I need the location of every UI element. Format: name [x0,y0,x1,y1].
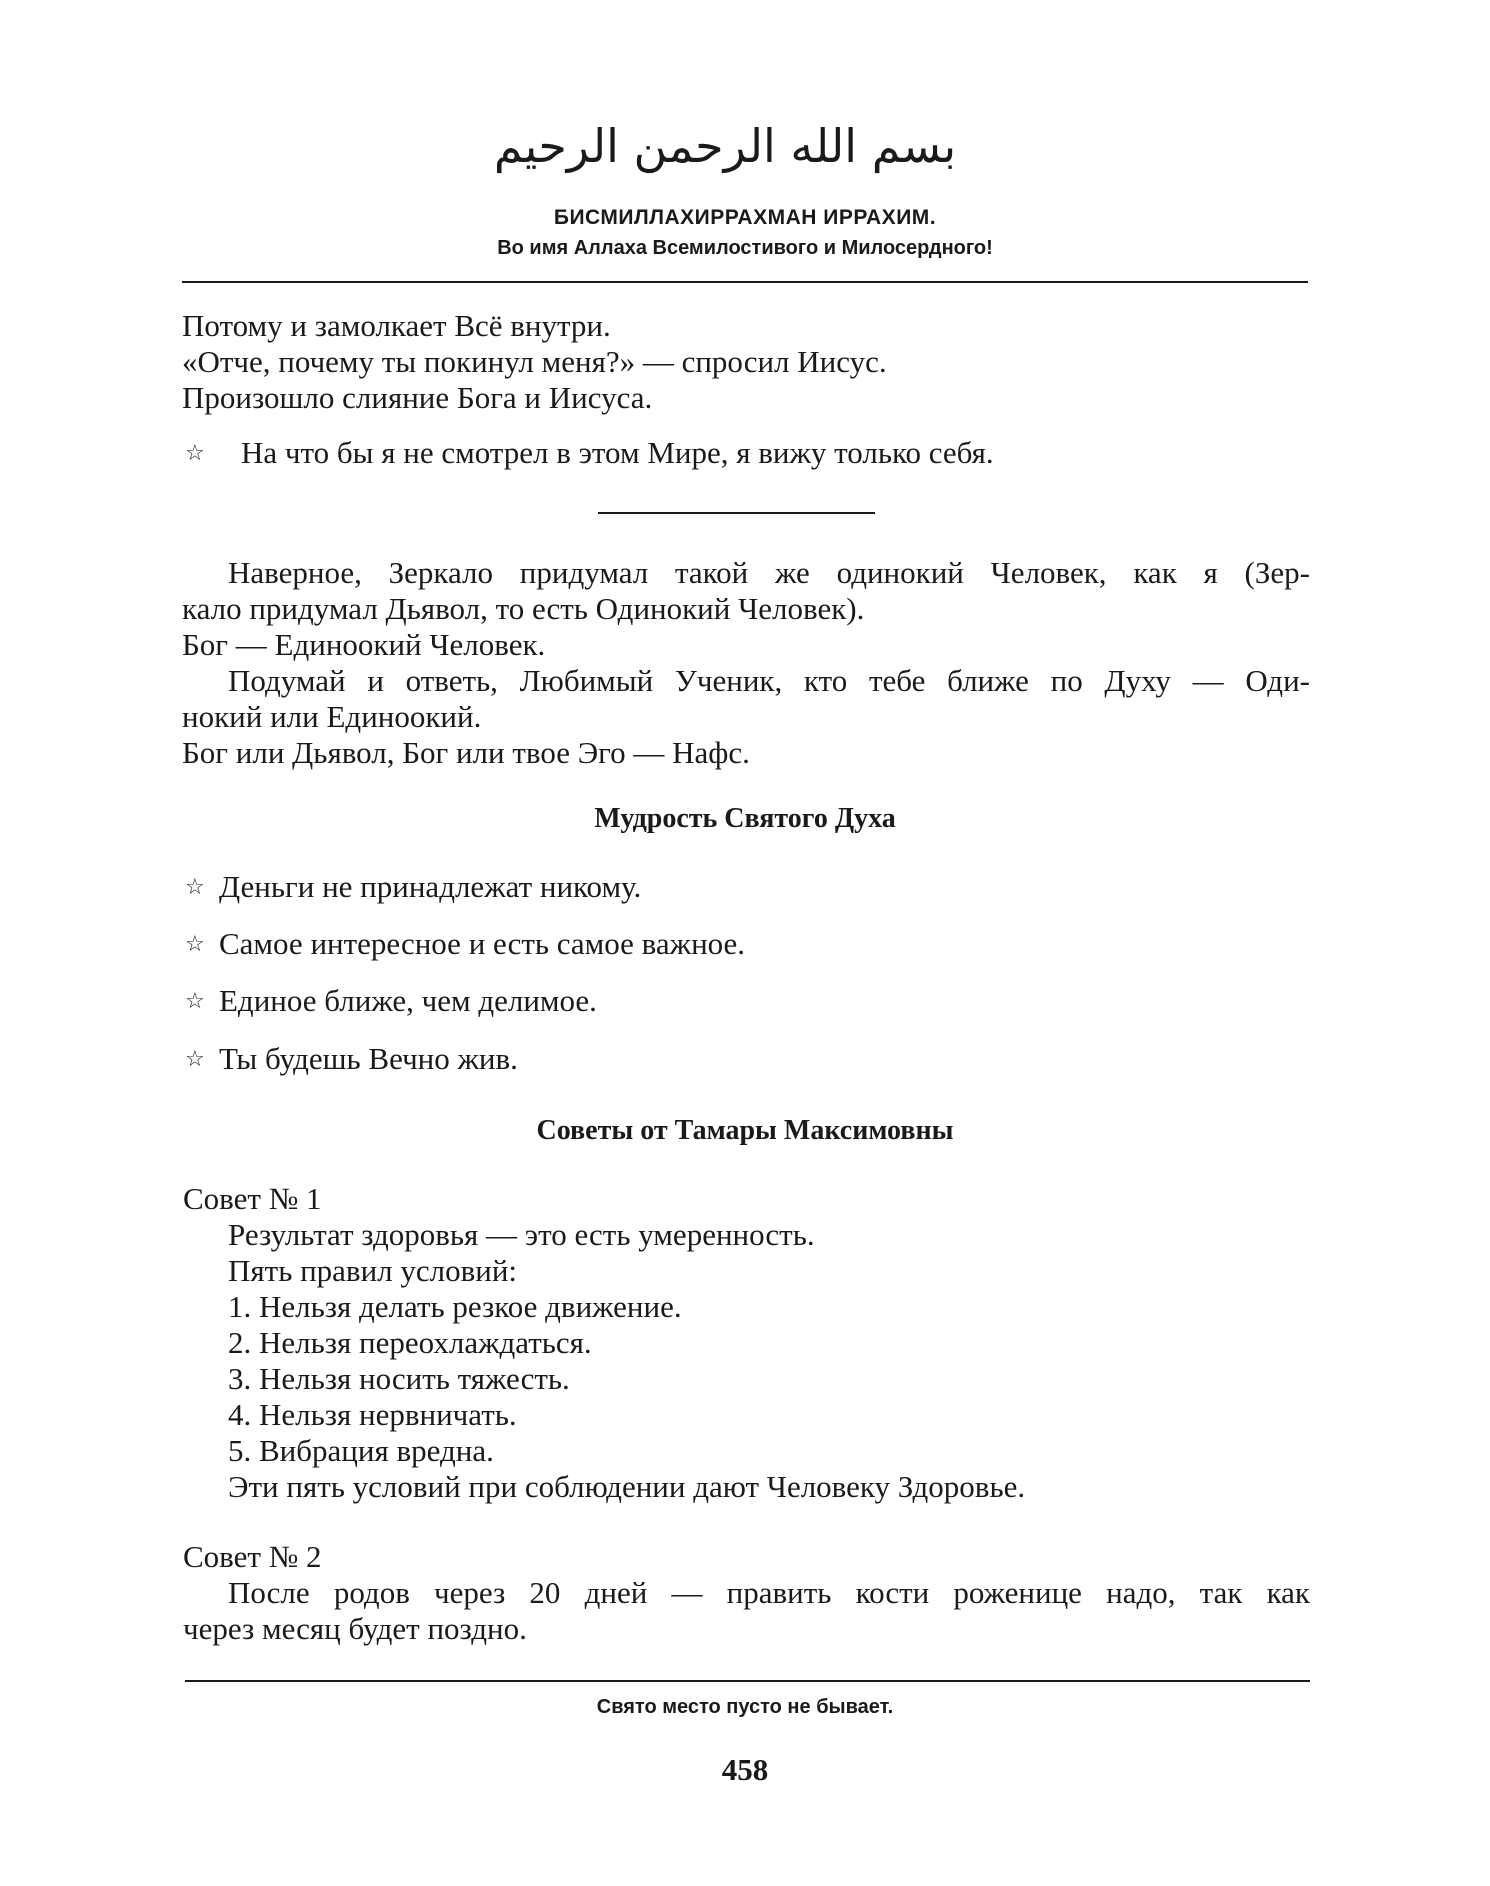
star-icon: ☆ [185,989,205,1014]
advice-rule: 2. Нельзя переохлаждаться. [228,1325,592,1360]
advice-text: через месяц будет поздно. [183,1611,527,1646]
advice-rule: 3. Нельзя носить тяжесть. [228,1361,570,1396]
advice-text: Результат здоровья — это есть умеренность. [228,1217,815,1252]
star-icon: ☆ [185,932,205,957]
star-icon: ☆ [185,875,205,900]
text-line: «Отче, почему ты покинул меня?» — спросил Иисус. [182,344,887,379]
star-icon: ☆ [185,1047,205,1072]
calligraphy-text: بسم الله الرحمن الرحيم [493,119,957,173]
paragraph-line: Бог — Единоокий Человек. [182,627,546,662]
star-line [185,435,994,472]
wisdom-item [185,983,597,1020]
paragraph-line: нокий или Единоокий. [182,699,482,734]
advice-heading: Советы от Тамары Максимовны [536,1115,954,1146]
section-divider [598,512,875,514]
advice-text: После родов через 20 дней — править кости роженице надо, так как [228,1575,1310,1610]
advice-title: Совет № 1 [183,1181,322,1216]
paragraph-line: Подумай и ответь, Любимый Ученик, кто тебе ближе по Духу — Оди- [228,663,1310,698]
paragraph-line: Наверное, Зеркало придумал такой же одинокий Человек, как я (Зер- [228,555,1310,590]
header-subtitle: Во имя Аллаха Всемилостивого и Милосердного! [497,237,993,259]
header-title: БИСМИЛЛАХИРРАХМАН ИРРАХИМ. [553,206,937,229]
footer-divider [185,1680,1310,1682]
advice-text: Пять правил условий: [228,1253,518,1288]
paragraph-line: Бог или Дьявол, Бог или твое Эго — Нафс. [182,735,750,770]
star-icon: ☆ [185,441,205,466]
wisdom-item [185,1041,518,1078]
wisdom-item-text: Ты будешь Вечно жив. [219,1041,518,1076]
wisdom-item-text: Самое интересное и есть самое важное. [219,926,746,961]
wisdom-item [185,869,641,906]
footer-proverb: Свято место пусто не бывает. [596,1696,894,1718]
paragraph-line: кало придумал Дьявол, то есть Одинокий Человек). [182,591,865,626]
wisdom-item-text: Единое ближе, чем делимое. [219,983,597,1018]
basmala-calligraphy-icon [493,90,957,190]
advice-rule: 5. Вибрация вредна. [228,1433,494,1468]
advice-text: Эти пять условий при соблюдении дают Человеку Здоровье. [228,1469,1026,1504]
text-line: Произошло слияние Бога и Иисуса. [182,380,653,415]
page-number: 458 [721,1752,769,1787]
header-divider [182,281,1308,283]
wisdom-item [185,926,745,963]
advice-rule: 1. Нельзя делать резкое движение. [228,1289,682,1324]
advice-title: Совет № 2 [183,1539,322,1574]
advice-rule: 4. Нельзя нервничать. [228,1397,517,1432]
wisdom-item-text: Деньги не принадлежат никому. [219,869,642,904]
wisdom-heading: Мудрость Святого Духа [594,803,896,834]
star-line-text: На что бы я не смотрел в этом Мире, я вижу только себя. [241,435,994,470]
text-line: Потому и замолкает Всё внутри. [182,308,611,343]
